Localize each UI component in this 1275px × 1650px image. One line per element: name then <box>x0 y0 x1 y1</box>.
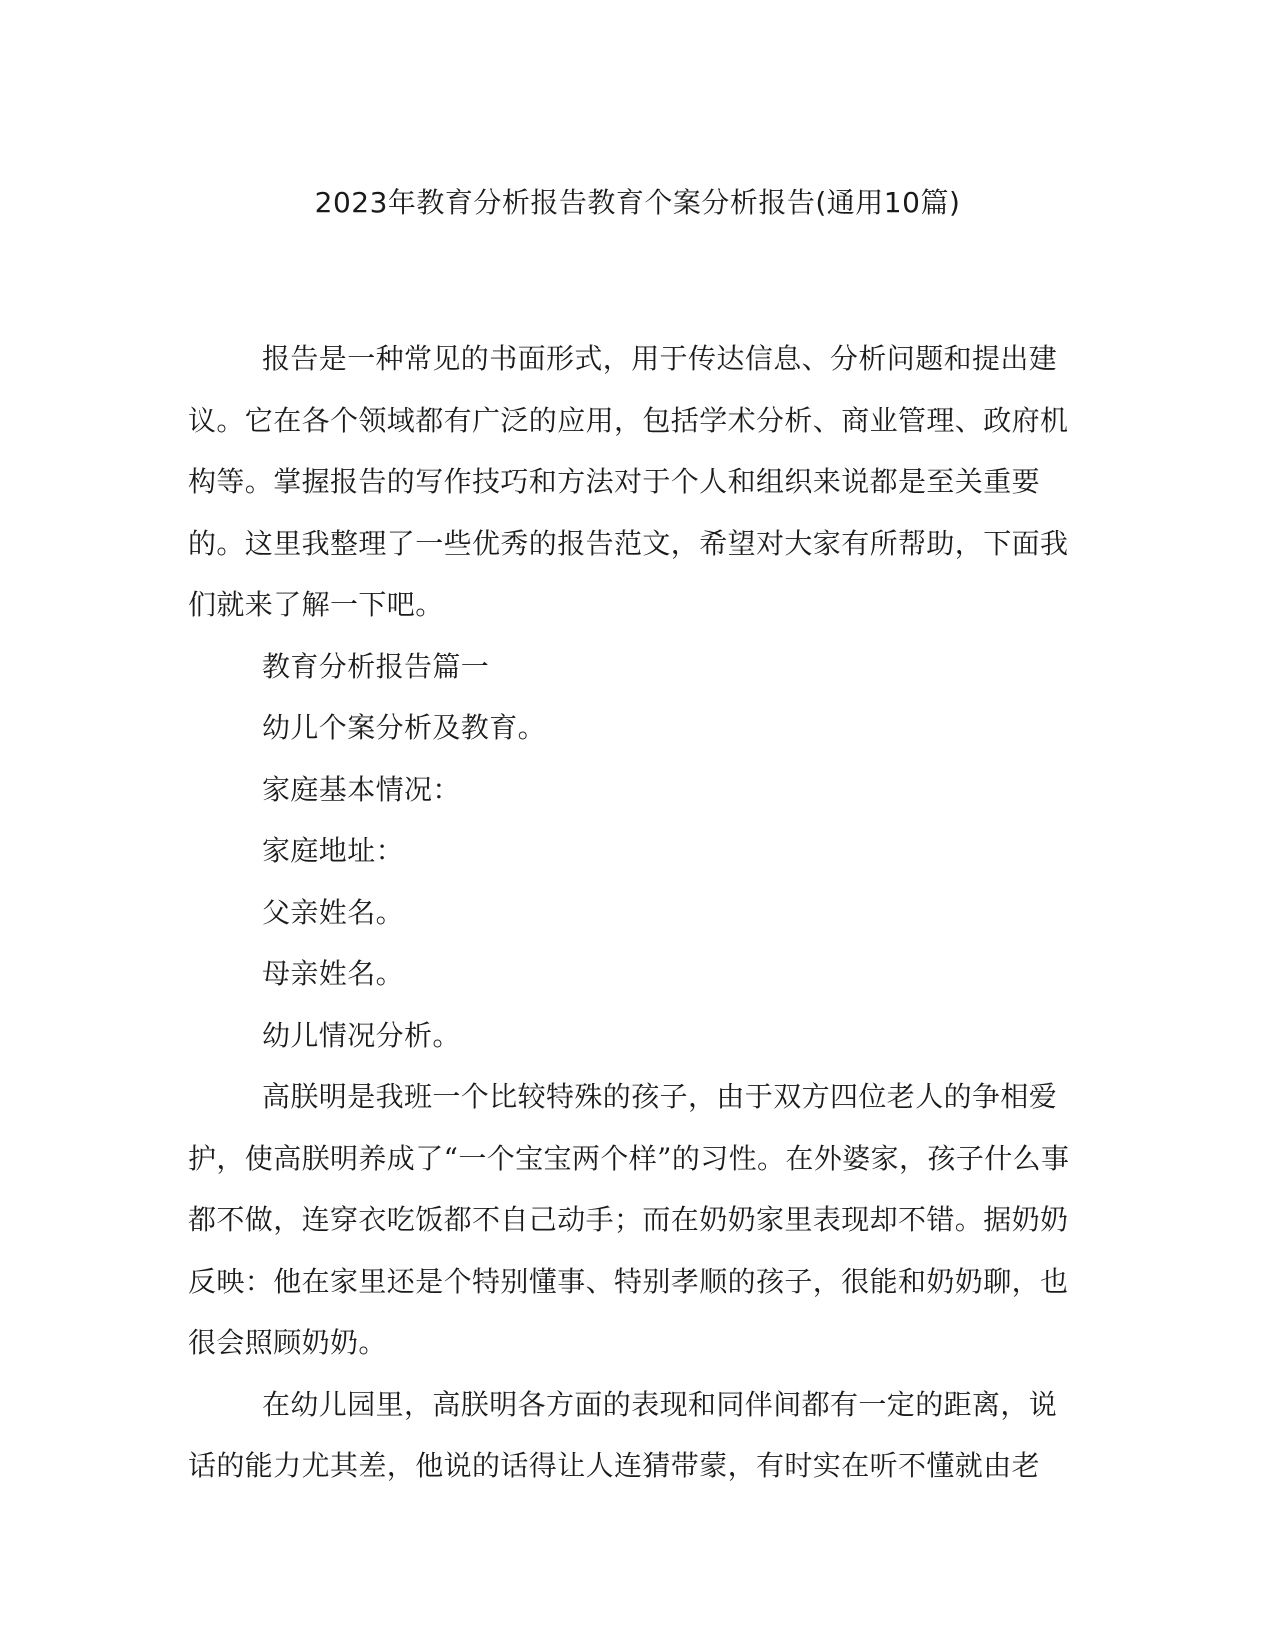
paragraph: 在幼儿园里，高朕明各方面的表现和同伴间都有一定的距离，说话的能力尤其差，他说的话得让人连猜带蒙，有时实在听不懂就由老 <box>188 1387 1058 1482</box>
paragraph: 幼儿个案分析及教育。 <box>262 711 547 744</box>
paragraph: 父亲姓名。 <box>262 895 405 929</box>
document-body <box>188 328 1084 1497</box>
paragraph: 高朕明是我班一个比较特殊的孩子，由于双方四位老人的争相爱护，使高朕明养成了“一个宝宝两个样”的习性。在外婆家，孩子什么事都不做，连穿衣吃饭都不自己动手；而在奶奶家里表现却不错。据奶奶反映：他在家里还是个特别懂事、特别孝顺的孩子，很能和奶奶聊，也很会照顾奶奶。 <box>188 1080 1070 1359</box>
section-heading: 教育分析报告篇一 <box>262 649 490 683</box>
paragraph: 家庭地址： <box>262 834 405 867</box>
intro-paragraph: 报告是一种常见的书面形式，用于传达信息、分析问题和提出建议。它在各个领域都有广泛的应用，包括学术分析、商业管理、政府机构等。掌握报告的写作技巧和方法对于个人和组织来说都是至关重要的。这里我整理了一些优秀的报告范文，希望对大家有所帮助，下面我们就来了解一下吧。 <box>188 342 1069 621</box>
paragraph: 母亲姓名。 <box>262 957 405 990</box>
paragraph: 家庭基本情况： <box>262 772 461 806</box>
document-title: 2023年教育分析报告教育个案分析报告(通用10篇) <box>314 186 961 219</box>
paragraph: 幼儿情况分析。 <box>262 1018 461 1052</box>
